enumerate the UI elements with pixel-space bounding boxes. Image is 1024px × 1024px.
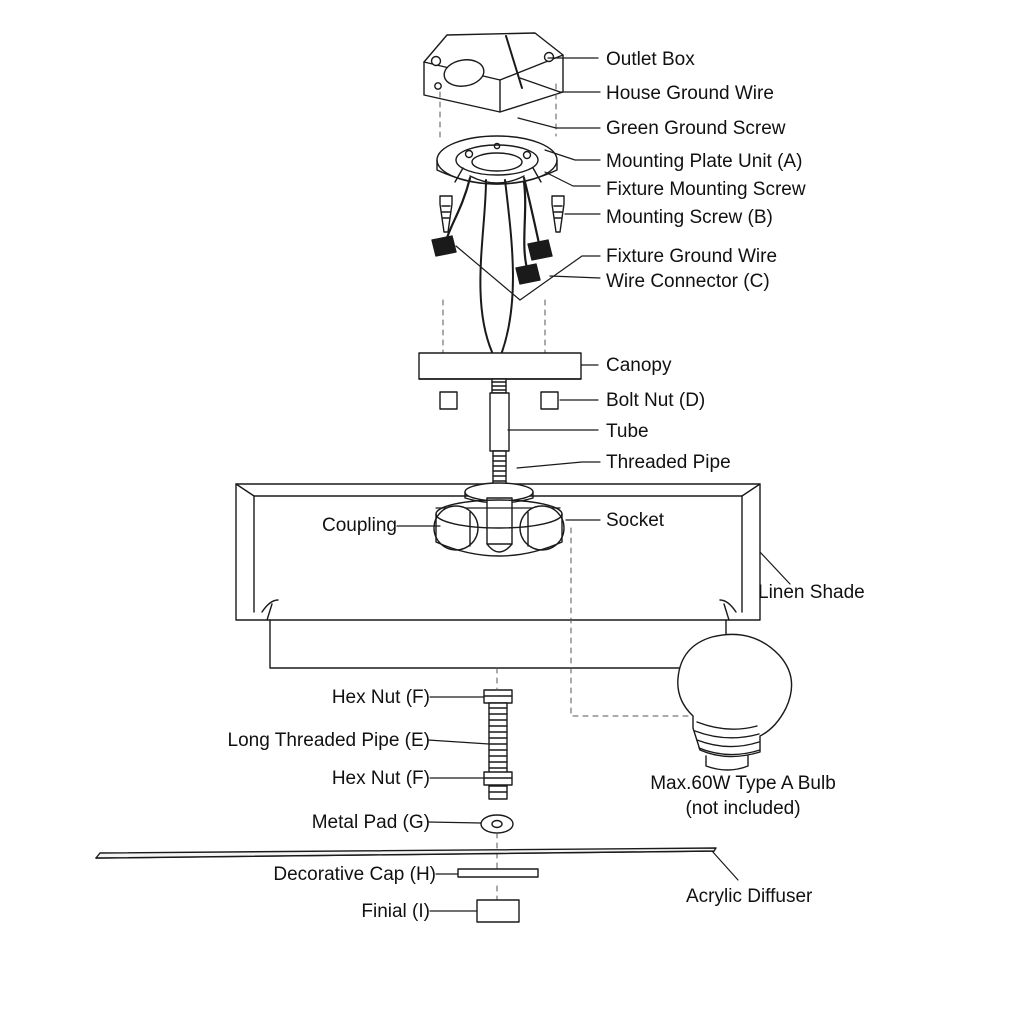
mounting-plate-shape [437,136,557,184]
label-mounting-screw-b: Mounting Screw (B) [606,207,773,228]
metal-pad-shape [481,815,513,833]
acrylic-diffuser-shape [96,848,716,858]
wires-shape [445,178,540,352]
label-tube: Tube [606,421,649,442]
label-finial-i: Finial (I) [361,901,430,922]
label-fixture-mounting-screw: Fixture Mounting Screw [606,179,806,200]
label-decorative-cap-h: Decorative Cap (H) [273,864,436,885]
label-metal-pad-g: Metal Pad (G) [311,812,430,833]
label-green-ground-screw: Green Ground Screw [606,118,786,139]
decorative-cap-shape [458,869,538,877]
label-fixture-ground-wire: Fixture Ground Wire [606,246,778,267]
label-hex-nut-f-bottom: Hex Nut (F) [331,768,430,789]
bulb-shape [678,634,792,770]
label-linen-shade: Linen Shade [758,582,865,603]
finial-shape [477,900,519,922]
label-bulb-line1: Max.60W Type A Bulb [650,773,836,794]
label-threaded-pipe: Threaded Pipe [606,452,731,473]
label-house-ground-wire: House Ground Wire [606,83,774,104]
outlet-box-shape [424,33,563,112]
hex-nut-top-shape [484,690,512,703]
tube-shape [490,393,509,451]
label-socket: Socket [606,510,665,531]
label-long-threaded-pipe-e: Long Threaded Pipe (E) [227,730,430,751]
threaded-stub-shape [492,379,506,393]
label-bolt-nut-d: Bolt Nut (D) [606,390,706,411]
mounting-screws-shape [440,196,564,232]
diffuser-housing-shape [270,620,726,668]
hex-nut-bottom-shape [484,772,512,785]
label-wire-connector-c: Wire Connector (C) [606,271,770,292]
label-hex-nut-f-top: Hex Nut (F) [331,687,430,708]
label-coupling: Coupling [322,515,397,536]
label-outlet-box: Outlet Box [606,49,695,70]
canopy-shape [419,353,581,379]
label-acrylic-diffuser: Acrylic Diffuser [686,886,813,907]
label-canopy: Canopy [606,355,672,376]
label-bulb-line2: (not included) [685,798,801,819]
label-mounting-plate-unit: Mounting Plate Unit (A) [606,151,803,172]
